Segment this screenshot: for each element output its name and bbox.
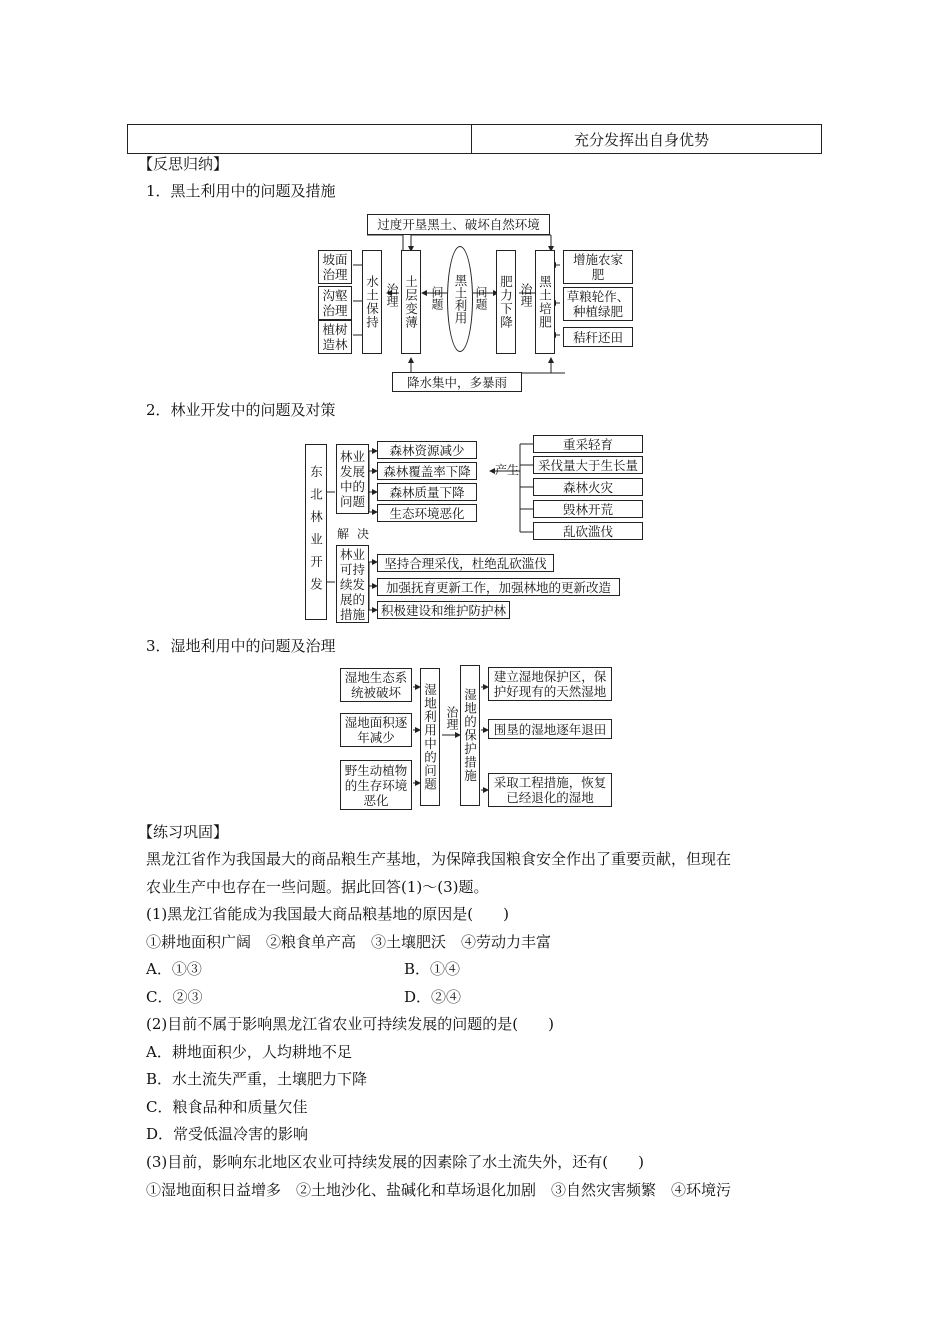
d2-cause: 重采轻育 <box>533 435 643 453</box>
d1-left-item: 坡面治理 <box>318 250 352 284</box>
d2-problem: 生态环境恶化 <box>377 504 477 522</box>
heading-2: 2．林业开发中的问题及对策 <box>146 401 336 419</box>
d3-problem: 野生动植物的生存环境恶化 <box>340 760 412 810</box>
d3-center-wetland-problems: 湿地利用中的问题 <box>420 668 440 806</box>
heading-1: 1．黑土利用中的问题及措施 <box>146 182 336 200</box>
d2-main-northeast-forestry: 东北林业开发 <box>305 444 327 620</box>
q3-stem: (3)目前，影响东北地区农业可持续发展的因素除了水土流失外，还有( ) <box>146 1153 644 1171</box>
table-divider <box>471 125 472 153</box>
section-practice: 【练习巩固】 <box>138 823 229 841</box>
d1-black-soil-fertilize: 黑土培肥 <box>535 250 555 354</box>
d1-right-item: 增施农家肥 <box>563 250 633 284</box>
q2-stem: (2)目前不属于影响黑龙江省农业可持续发展的问题的是( ) <box>146 1015 554 1033</box>
d2-measures-label: 林业可持续发展的措施 <box>336 545 369 623</box>
q1-option-a[interactable]: A．①③ <box>146 960 202 978</box>
d2-cause: 乱砍滥伐 <box>533 522 643 540</box>
d1-right-item: 草粮轮作、种植绿肥 <box>563 287 633 321</box>
d1-left-treat-label: 治理 <box>385 283 399 307</box>
d3-measures-label: 湿地的保护措施 <box>460 665 480 806</box>
d2-problem: 森林质量下降 <box>377 483 477 501</box>
q2-option-a[interactable]: A．耕地面积少，人均耕地不足 <box>146 1043 352 1061</box>
d1-fertility-drop: 肥力下降 <box>496 250 516 354</box>
section-reflect: 【反思归纳】 <box>138 155 229 173</box>
d3-problem: 湿地生态系统被破坏 <box>340 668 412 702</box>
q2-option-b[interactable]: B．水土流失严重，土壤肥力下降 <box>146 1070 368 1088</box>
d3-measure: 围垦的湿地逐年退田 <box>488 719 612 739</box>
d2-problems-label: 林业发展中的问题 <box>336 444 369 514</box>
heading-3: 3．湿地利用中的问题及治理 <box>146 637 336 655</box>
d1-water-keep: 水土保持 <box>362 250 382 354</box>
q2-option-d[interactable]: D．常受低温冷害的影响 <box>146 1125 309 1143</box>
q2-option-c[interactable]: C．粮食品种和质量欠佳 <box>146 1098 308 1116</box>
d1-right-item: 秸秆还田 <box>563 327 633 347</box>
d2-solve-2: 决 <box>357 527 370 541</box>
q1-option-c[interactable]: C．②③ <box>146 988 203 1006</box>
d2-measure: 加强抚育更新工作，加强林地的更新改造 <box>377 578 620 596</box>
d1-center-black-soil: 黑土利用 <box>447 246 473 352</box>
intro-line-2: 农业生产中也存在一些问题。据此回答(1)～(3)题。 <box>146 878 489 896</box>
table-cell-right: 充分发挥出自身优势 <box>574 131 710 149</box>
d1-left-item: 植树造林 <box>318 320 352 354</box>
answer-table-row <box>127 124 822 154</box>
d2-problem: 森林覆盖率下降 <box>377 462 477 480</box>
d1-question-right: 问题 <box>474 286 488 310</box>
d1-bottom-cause: 降水集中，多暴雨 <box>392 372 522 392</box>
q1-option-b[interactable]: B．①④ <box>404 960 461 978</box>
q1-option-d[interactable]: D．②④ <box>404 988 462 1006</box>
q1-items: ①耕地面积广阔 ②粮食单产高 ③土壤肥沃 ④劳动力丰富 <box>146 933 552 951</box>
d3-measure: 采取工程措施，恢复已经退化的湿地 <box>488 773 612 807</box>
d3-problem: 湿地面积逐年减少 <box>340 713 412 747</box>
d1-top-cause: 过度开垦黑土、破坏自然环境 <box>367 214 550 235</box>
q1-stem: (1)黑龙江省能成为我国最大商品粮基地的原因是( ) <box>146 905 509 923</box>
d3-treat-label: 治理 <box>445 706 459 730</box>
d1-right-treat-label: 治理 <box>519 283 533 307</box>
d2-solve-1: 解 <box>337 527 350 541</box>
d2-cause: 毁林开荒 <box>533 500 643 518</box>
d2-cause: 森林火灾 <box>533 478 643 496</box>
d1-left-item: 沟壑治理 <box>318 286 352 320</box>
d2-produce-label: 产生 <box>495 463 520 477</box>
d2-measure: 坚持合理采伐，杜绝乱砍滥伐 <box>377 554 554 572</box>
d2-problem: 森林资源减少 <box>377 441 477 459</box>
d2-cause: 采伐量大于生长量 <box>533 456 643 474</box>
d1-question-left: 问题 <box>430 286 444 310</box>
q3-items: ①湿地面积日益增多 ②土地沙化、盐碱化和草场退化加剧 ③自然灾害频繁 ④环境污 <box>146 1181 732 1199</box>
d1-soil-thin: 土层变薄 <box>401 250 421 354</box>
intro-line-1: 黑龙江省作为我国最大的商品粮生产基地，为保障我国粮食安全作出了重要贡献，但现在 <box>146 850 732 868</box>
d3-measure: 建立湿地保护区，保护好现有的天然湿地 <box>488 667 612 701</box>
d2-measure: 积极建设和维护防护林 <box>377 601 510 619</box>
